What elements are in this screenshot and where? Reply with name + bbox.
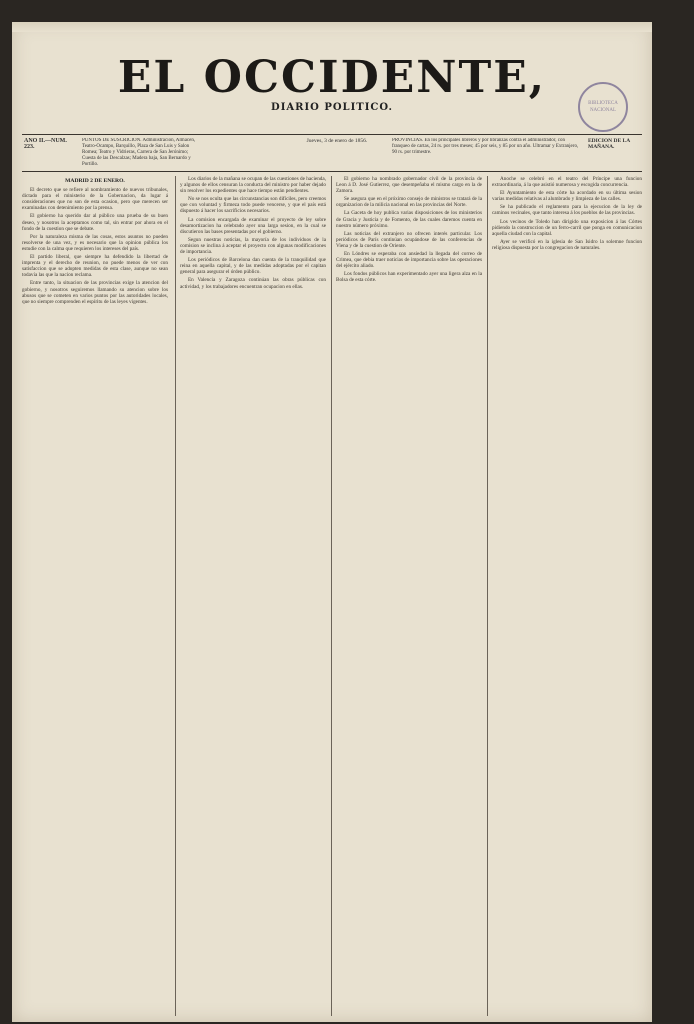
paragraph: El gobierno ha querido dar al público una prueba de su buen deseo, y nosotros la aceptamos como tal, sin entrar por ahora en el fondo de la cuestion que se debate.	[22, 213, 168, 232]
column-2	[180, 176, 326, 1016]
library-stamp	[578, 82, 628, 132]
issue-number: AÑO II.—NUM. 223.	[24, 138, 67, 150]
paragraph: Por la naturaleza misma de las cosas, estos asuntos no pueden resolverse de una vez, y es necesario que la opinion pública los estudie con la calma que requieren los intereses del país.	[22, 233, 168, 252]
newspaper-subtitle: DIARIO POLITICO.	[271, 102, 393, 113]
paragraph: La Gaceta de hoy publica varias disposiciones de los ministerios de Gracia y Justicia y de Fomento, de las cuales daremos cuenta en nuestro número próximo.	[336, 210, 482, 229]
paragraph: Los periódicos de Barcelona dan cuenta de la tranquilidad que reina en aquella capital, y de las medidas adoptadas por el capitan general para asegurar el órden público.	[180, 257, 326, 276]
paragraph: Ayer se verificó en la iglesia de San Isidro la solemne funcion religiosa dispuesta por la congregacion de naturales.	[492, 238, 642, 251]
torn-edge	[12, 22, 652, 32]
column-3	[336, 176, 482, 1016]
column-rule	[331, 176, 332, 1016]
paragraph: Las noticias del extranjero no ofrecen interés particular. Los periódicos de París continúan ocupándose de las conferencias de Viena y de la cuestion de Oriente.	[336, 230, 482, 249]
paragraph: Segun nuestras noticias, la mayoría de los individuos de la comision se inclina á aceptar el proyecto con algunas modificaciones de importancia.	[180, 236, 326, 256]
column-rule	[175, 176, 176, 1016]
paragraph: En Lóndres se esperaba con ansiedad la llegada del correo de Crimea, que debia traer noticias de importancia sobre las operaciones del ejército aliado.	[336, 251, 482, 270]
provinces-pricing: PROVINCIAS. En los principales libreros y por libranzas contra el administrador, con franqueo de cartas, 24 rs. por tres meses; 45 por seis, y 85 por un año. Ultramar y Extranjero, 90 rs. por trimestre.	[392, 138, 579, 155]
paragraph: El decreto que se refiere al nombramiento de nuevos tribunales, dictado para el ministerio de la Gobernacion, da lugar á consideraciones que no son de esta ocasion, pero que merecen ser examinadas con detenimiento por la prensa.	[22, 187, 168, 212]
paragraph: Los diarios de la mañana se ocupan de las cuestiones de hacienda, y algunos de ellos censuran la conducta del ministro por haber dejado sin resolver los expedientes que hace tiempo están pendientes.	[180, 176, 326, 195]
subscription-points: PUNTOS DE SUSCRICION. Administracion, Almacen, Teatro-Ocampo, Barquillo, Plaza de San Luis y Salon Romea; Teatro y Vidrieras, Carrera de San Jerónimo; Cuesta de las Descalzas; Madera baja, San Bernardo y Portillo.	[82, 138, 196, 167]
paragraph: Los vecinos de Toledo han dirigido una exposicion á las Córtes pidiendo la construccion de un ferro-carril que ponga en comunicacion aquella ciudad con la capital.	[492, 218, 642, 237]
paragraph: En Valencia y Zaragoza continúan las obras públicas con actividad, y los trabajadores encuentran ocupacion en ellas.	[180, 277, 326, 290]
column-rule	[487, 176, 488, 1016]
paragraph: Se asegura que en el próximo consejo de ministros se tratará de la organizacion de la milicia nacional en las provincias del Norte.	[336, 196, 482, 209]
masthead	[12, 54, 652, 113]
library-stamp-text: BIBLIOTECA NACIONAL	[588, 101, 618, 113]
paragraph: La comision encargada de examinar el proyecto de ley sobre desamortizacion ha celebrado ayer una larga sesion, en la cual se discutieron las bases presentadas por el gobierno.	[180, 216, 326, 235]
column-1	[22, 176, 168, 1016]
column-heading: MADRID 2 DE ENERO.	[65, 178, 125, 184]
paragraph: El gobierno ha nombrado gobernador civil de la provincia de Leon á D. José Gutierrez, que desempeñaba el mismo cargo en la de Zamora.	[336, 176, 482, 195]
column-4	[492, 176, 642, 1016]
edition-label: EDICION DE LA MAÑANA.	[588, 138, 630, 150]
paragraph: Anoche se celebró en el teatro del Príncipe una funcion extraordinaria, á la que asistió numerosa y escogida concurrencia.	[492, 176, 642, 189]
paragraph: No se nos oculta que las circunstancias son difíciles, pero creemos que con voluntad y firmeza todo puede vencerse, y que el país está dispuesto á hacer los sacrificios necesarios.	[180, 196, 326, 215]
issue-date: Jueves, 3 de enero de 1856.	[306, 138, 368, 144]
info-bar	[22, 134, 642, 172]
paragraph: Se ha publicado el reglamento para la ejecucion de la ley de caminos vecinales, que tanto interesa á los pueblos de las provincias.	[492, 204, 642, 217]
paragraph: Los fondos públicos han experimentado ayer una ligera alza en la Bolsa de esta córte.	[336, 271, 482, 284]
newspaper-title: EL OCCIDENTE,	[117, 52, 547, 103]
newspaper-page	[12, 22, 652, 1022]
paragraph: Entre tanto, la situacion de las provincias exige la atencion del gobierno, y nosotros seguiremos llamando su atencion sobre los abusos que se cometen en varios puntos por las autoridades locales, que no siempre comprenden el espíritu de las leyes vigentes.	[22, 280, 168, 305]
paragraph: El partido liberal, que siempre ha defendido la libertad de imprenta y el derecho de reunion, no puede menos de ver con satisfaccion que se adopten medidas de esta clase, aunque no sean todavía las que la nacion reclama.	[22, 254, 168, 279]
article-columns	[22, 176, 642, 1016]
paragraph: El Ayuntamiento de esta córte ha acordado en su última sesion varias medidas relativas al alumbrado y limpieza de las calles.	[492, 190, 642, 203]
